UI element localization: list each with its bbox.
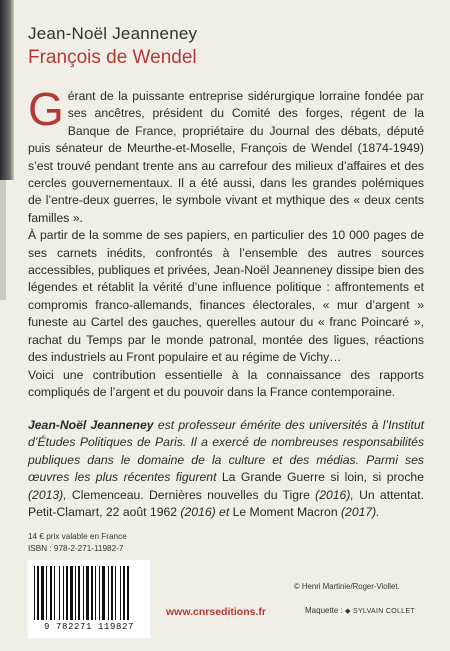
blurb <box>28 83 424 401</box>
blurb-paragraph-1: Gérant de la puissante entreprise sidérurgique lorraine fondée par ses ancêtres, président du Comité des forges, régent de la Banque de France, propriétaire du Journal des débats, député puis sénateur de Meurthe-et-Moselle, François de Wendel (1874-1949) s’est trouvé pendant trente ans au carrefour des milieux d’affaires et des cercles gouvernementaux. Il a été aussi, dans les grandes polémiques de l’entre-deux guerres, le symbole vivant et mythique des « deux cents familles ». <box>28 83 424 225</box>
cover-photo-edge-lower <box>0 180 6 300</box>
blurb-paragraph-2: À partir de la somme de ses papiers, en particulier des 10 000 pages de ses carnets inédits, confrontés à l’ensemble des autres sources accessibles, publiques et privées, Jean-Noël Jeanneney dissipe bien des légendes et rétablit la vérité d’une influence politique : affrontements et compromis franco-allemands, finances électorales, « mur d’argent » funeste au Cartel des gauches, querelles autour du « franc Poincaré », rachat du Temps par le monde patronal, montée des ligues, réactions des industriels au Front populaire et au régime de Vichy… <box>28 228 424 365</box>
price-info <box>28 531 127 554</box>
author-name: Jean-Noël Jeanneney <box>28 24 198 43</box>
barcode <box>28 560 150 638</box>
barcode-bars-icon <box>32 566 146 622</box>
barcode-number: 9 782271 119827 <box>43 622 134 632</box>
design-credit: Maquette : ◆ SYLVAIN COLLET <box>305 606 415 615</box>
designer-logo: ◆ SYLVAIN COLLET <box>345 608 415 615</box>
blurb-paragraph-3: Voici une contribution essentielle à la connaissance des rapports compliqués de l’argent et du pouvoir dans la France contemporaine. <box>28 367 424 399</box>
price: 14 € prix valable en France <box>28 532 127 541</box>
publisher-website: www.cnrseditions.fr <box>166 606 266 618</box>
cover-photo-edge <box>0 0 14 180</box>
author-bio: Jean-Noël Jeanneney est professeur émérite des universités à l’Institut d’Études Politiques de Paris. Il a exercé de nombreuses responsabilités publiques dans le domaine de la culture et des médias. Parmi ses œuvres les plus récentes figurent La Grande Guerre si loin, si proche (2013), Clemenceau. Dernières nouvelles du Tigre (2016), Un attentat. Petit-Clamart, 22 août 1962 (2016) et Le Moment Macron (2017). <box>28 418 425 520</box>
isbn: ISBN : 978-2-271-11982-7 <box>28 543 124 553</box>
drop-cap: G <box>28 83 64 135</box>
photo-credit: © Henri Martinie/Roger-Viollet. <box>294 582 400 591</box>
book-title: François de Wendel <box>28 47 197 68</box>
